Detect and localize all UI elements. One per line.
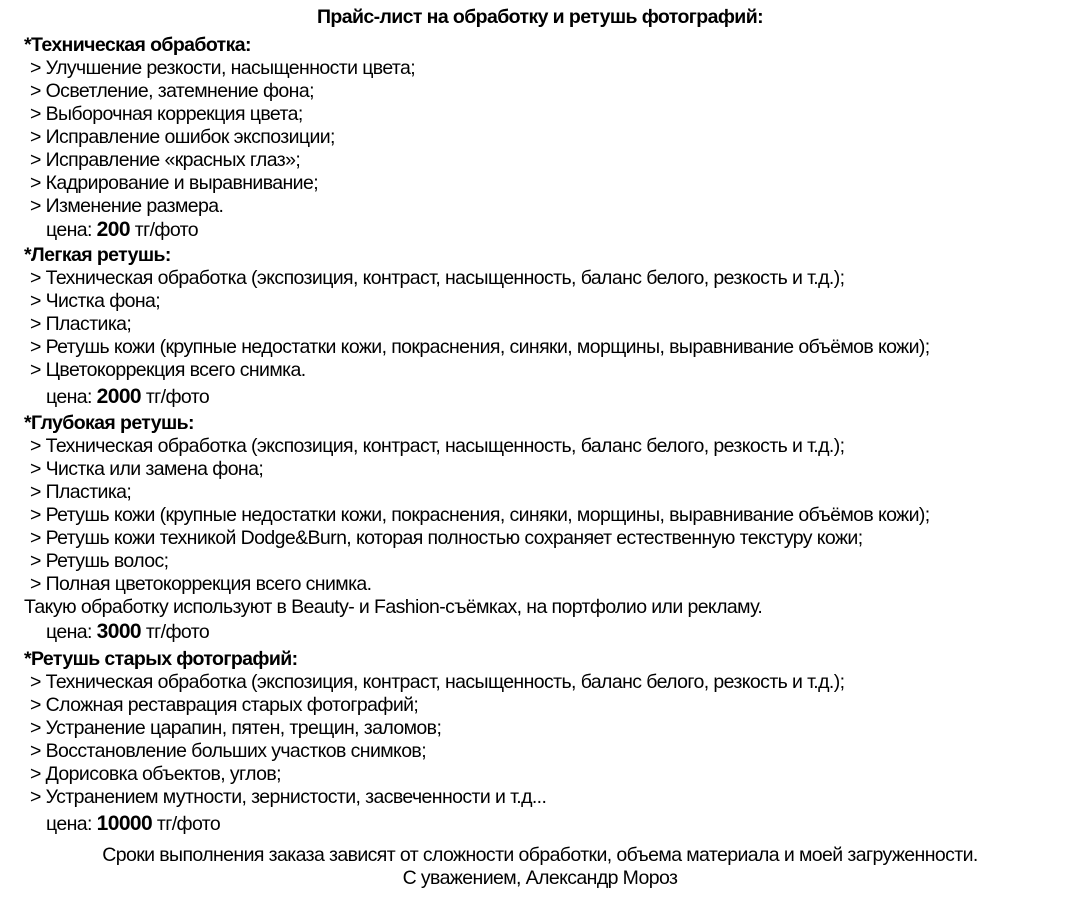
section-heading-technical: *Техническая обработка:: [24, 34, 251, 56]
list-item: > Чистка фона;: [30, 290, 161, 312]
price-unit: тг/фото: [145, 386, 210, 408]
list-item: > Пластика;: [30, 481, 132, 503]
list-item: > Техническая обработка (экспозиция, контраст, насыщенность, баланс белого, резкость и т.д.);: [30, 671, 845, 693]
list-item: > Ретушь кожи (крупные недостатки кожи, покраснения, синяки, морщины, выравнивание объёмов кожи);: [30, 336, 930, 358]
list-item: > Осветление, затемнение фона;: [30, 80, 314, 102]
list-item: > Техническая обработка (экспозиция, контраст, насыщенность, баланс белого, резкость и т.д.);: [30, 267, 845, 289]
list-item: > Пластика;: [30, 313, 132, 335]
list-item: > Техническая обработка (экспозиция, контраст, насыщенность, баланс белого, резкость и т.д.);: [30, 435, 845, 457]
price-line: [46, 219, 198, 241]
price-value: 2000: [96, 385, 141, 408]
price-label: цена:: [46, 813, 92, 835]
list-item: > Ретушь кожи техникой Dodge&Burn, которая полностью сохраняет естественную текстуру кожи;: [30, 527, 863, 549]
price-value: 200: [96, 218, 130, 241]
list-item: > Устранением мутности, зернистости, засвеченности и т.д...: [30, 786, 547, 808]
price-line: [46, 621, 209, 643]
section-heading-old-photo-retouch: *Ретушь старых фотографий:: [24, 648, 298, 670]
list-item: > Цветокоррекция всего снимка.: [30, 359, 306, 381]
price-line: [46, 813, 220, 835]
footer-signature: С уважением, Александр Мороз: [402, 867, 678, 889]
price-label: цена:: [46, 219, 92, 241]
section-heading-deep-retouch: *Глубокая ретушь:: [24, 412, 194, 434]
list-item: > Изменение размера.: [30, 195, 224, 217]
section-heading-light-retouch: *Легкая ретушь:: [24, 244, 171, 266]
price-label: цена:: [46, 386, 92, 408]
list-item: > Устранение царапин, пятен, трещин, заломов;: [30, 717, 442, 739]
list-item: > Исправление «красных глаз»;: [30, 149, 301, 171]
price-value: 10000: [96, 812, 153, 835]
list-item: > Сложная реставрация старых фотографий;: [30, 694, 419, 716]
list-item: > Улучшение резкости, насыщенности цвета;: [30, 57, 416, 79]
list-item: > Ретушь кожи (крупные недостатки кожи, покраснения, синяки, морщины, выравнивание объёмов кожи);: [30, 504, 930, 526]
list-item: > Выборочная коррекция цвета;: [30, 103, 303, 125]
list-item: > Ретушь волос;: [30, 550, 169, 572]
list-item: > Исправление ошибок экспозиции;: [30, 126, 335, 148]
list-item: > Чистка или замена фона;: [30, 458, 264, 480]
list-item: > Восстановление больших участков снимков;: [30, 740, 427, 762]
page-title: Прайс-лист на обработку и ретушь фотографий:: [317, 6, 763, 28]
section-note: Такую обработку используют в Beauty- и Fashion-съёмках, на портфолио или рекламу.: [24, 596, 763, 618]
list-item: > Дорисовка объектов, углов;: [30, 763, 281, 785]
price-label: цена:: [46, 621, 92, 643]
list-item: > Кадрирование и выравнивание;: [30, 172, 319, 194]
price-unit: тг/фото: [156, 813, 221, 835]
price-line: [46, 386, 209, 408]
price-unit: тг/фото: [145, 621, 210, 643]
list-item: > Полная цветокоррекция всего снимка.: [30, 573, 372, 595]
footer-terms: Сроки выполнения заказа зависят от сложности обработки, объема материала и моей загруженности.: [102, 844, 978, 866]
price-unit: тг/фото: [134, 219, 199, 241]
price-value: 3000: [96, 620, 141, 643]
